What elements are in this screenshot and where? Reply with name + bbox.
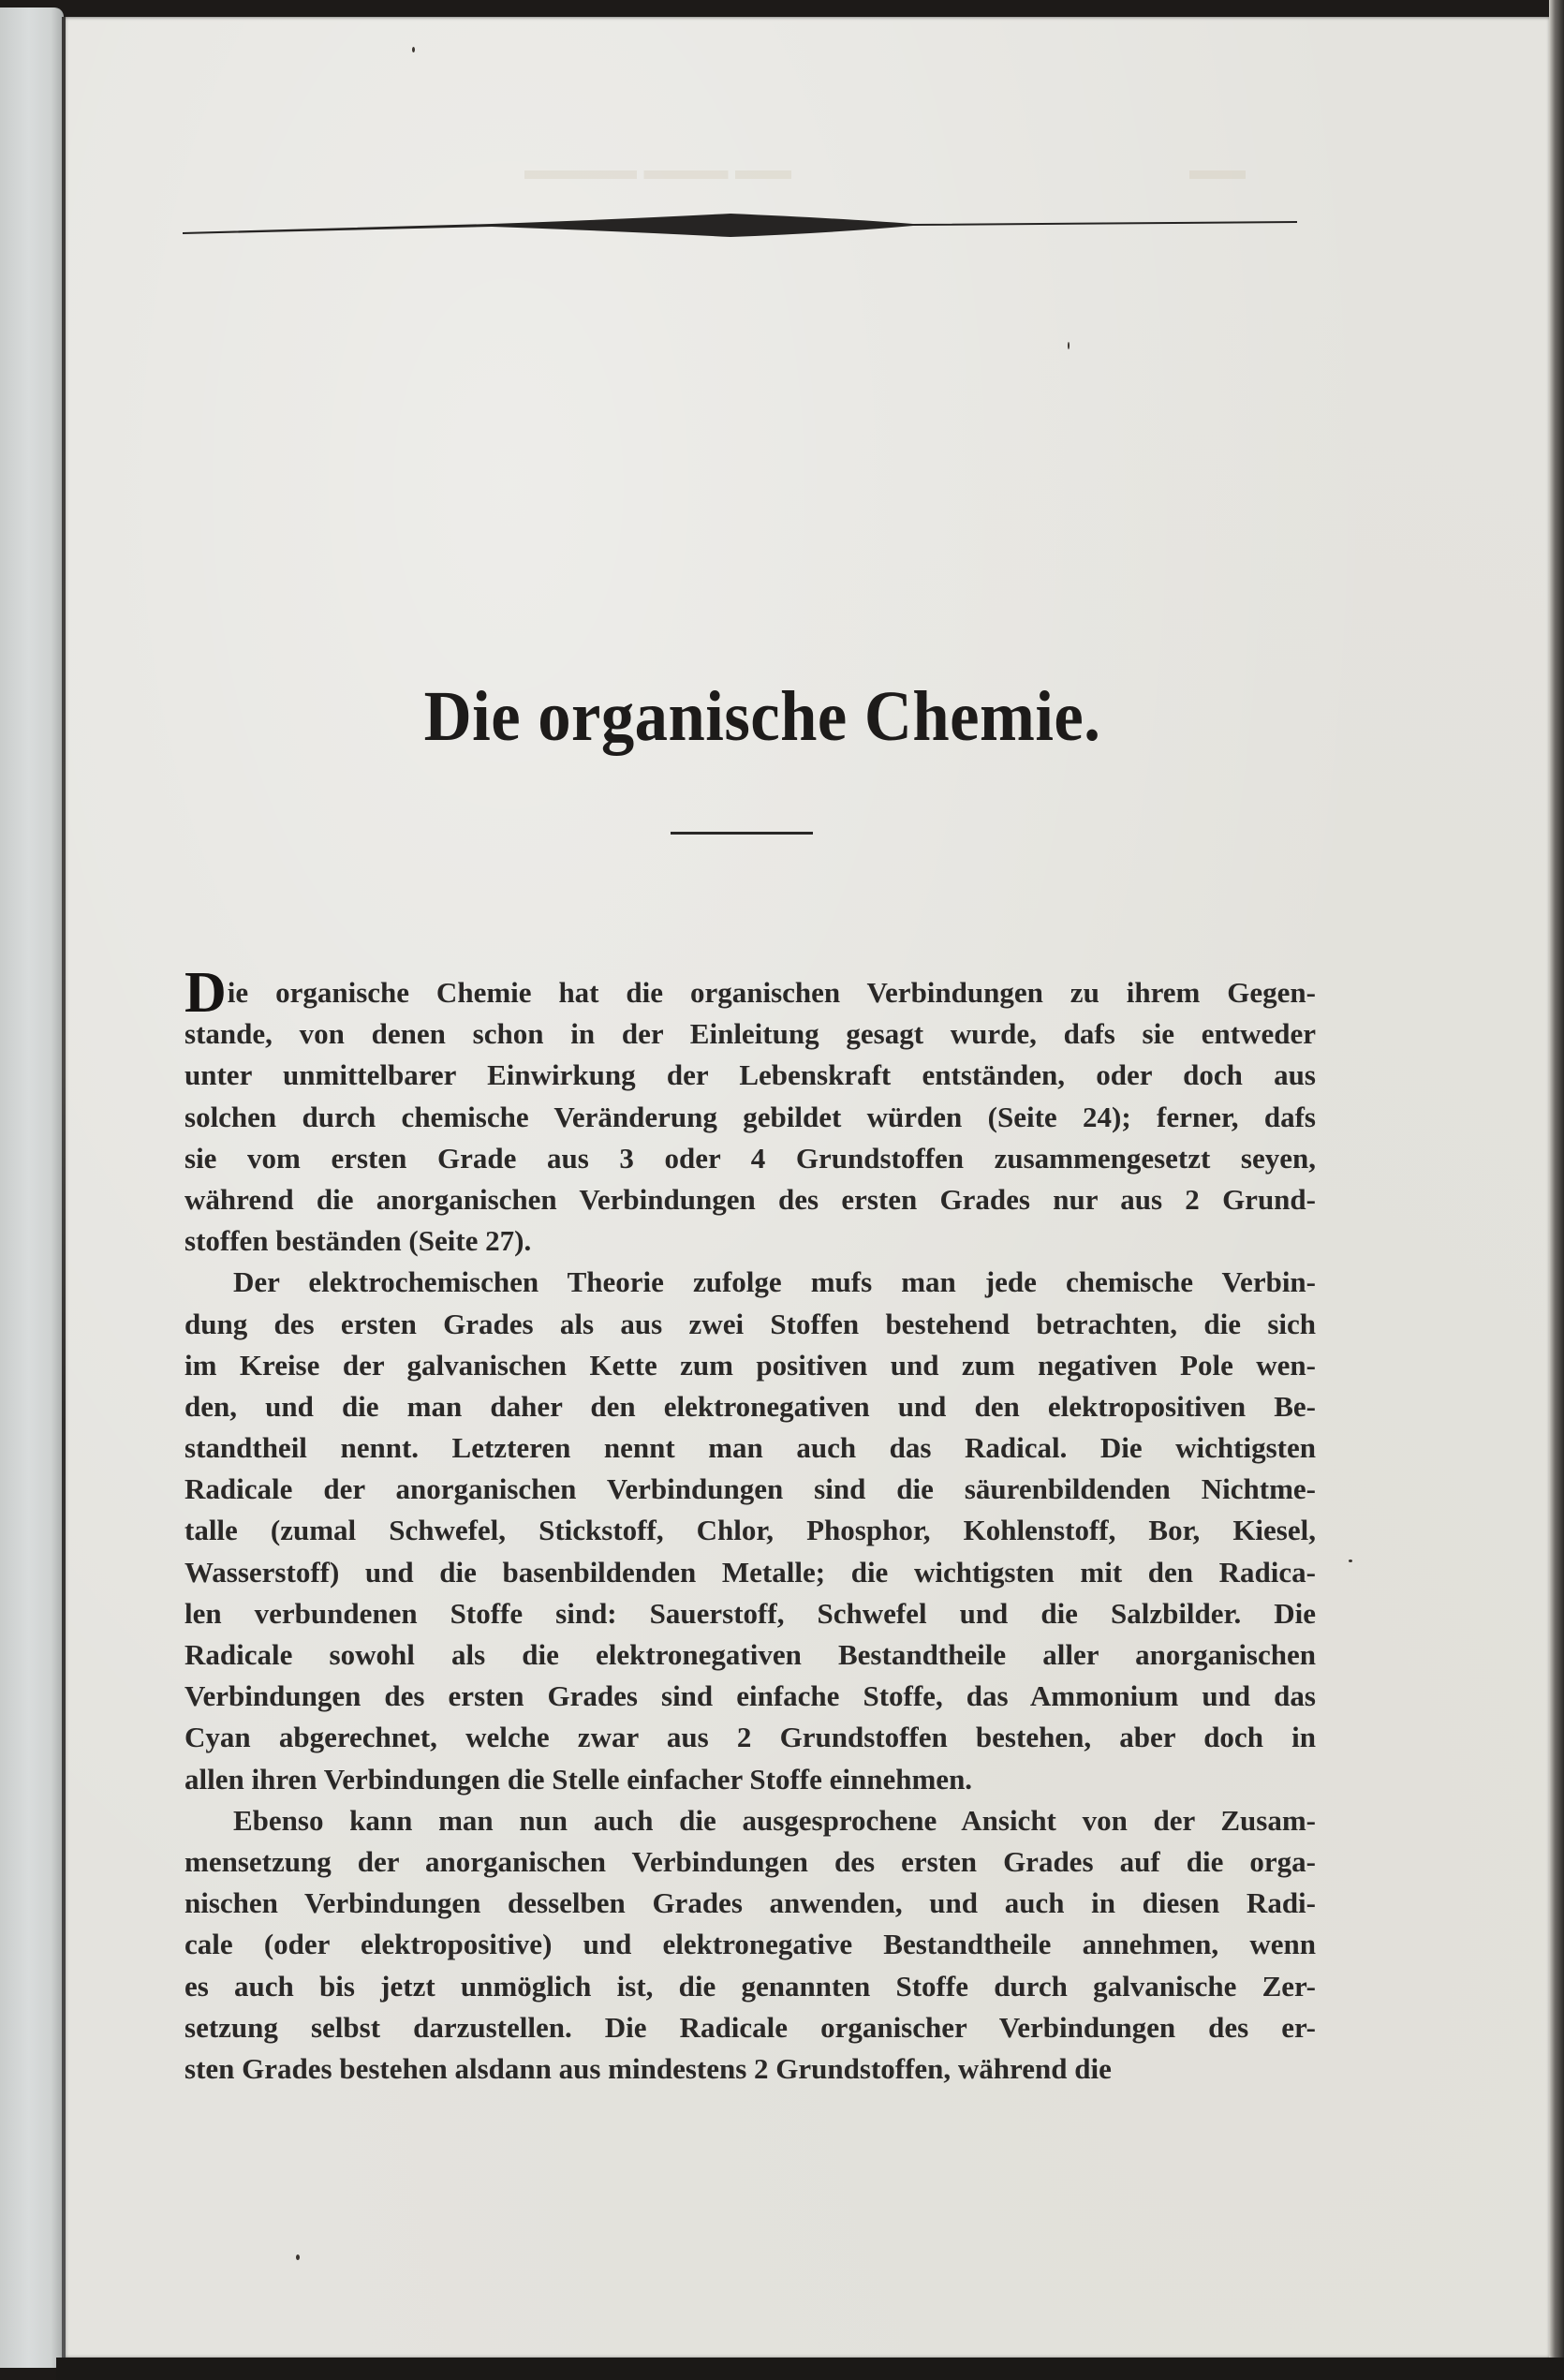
drop-cap: D [184,961,227,1026]
line-text: mensetzung der anorganischen Verbindungen des ersten Grades auf die orga- [184,1844,1316,1878]
paper-speck [296,2254,300,2260]
line-text: im Kreise der galvanischen Kette zum positiven und zum negativen Pole wen- [184,1348,1316,1382]
text-line [184,1386,1316,1427]
text-line [184,1469,1316,1510]
text-line [184,1966,1316,2007]
text-line [184,961,1316,1026]
paper-speck [412,47,415,52]
text-line [184,1179,1316,1220]
show-through-page-number: ▬▬ [1189,155,1246,185]
line-text: Cyan abgerechnet, welche zwar aus 2 Grundstoffen bestehen, aber doch in [184,1721,1316,1754]
text-line [184,1552,1316,1593]
body-text [184,961,1316,2090]
line-text: solchen durch chemische Veränderung gebildet würden (Seite 24); ferner, dafs [184,1100,1316,1133]
line-text: talle (zumal Schwefel, Stickstoff, Chlor, Phosphor, Kohlenstoff, Bor, Kiesel, [184,1514,1316,1547]
right-page-edge [1549,0,1564,2380]
text-line [184,1345,1316,1386]
paper-speck [1068,342,1070,349]
page-gutter-shadow [62,17,66,2358]
text-line [184,1634,1316,1676]
line-text: es auch bis jetzt unmöglich ist, die genannten Stoffe durch galvanische Zer- [184,1969,1316,2003]
text-line [184,1717,1316,1758]
line-text: standtheil nennt. Letzteren nennt man auch das Radical. Die wichtigsten [184,1431,1316,1465]
line-text: stande, von denen schon in der Einleitung gesagt wurde, dafs sie entweder [184,1017,1316,1051]
text-line [184,1220,1316,1262]
text-line [184,1841,1316,1883]
chapter-heading-block [184,0,1316,843]
text-line [184,2048,1316,2090]
text-line [184,1304,1316,1345]
line-text: Verbindungen des ersten Grades sind einfache Stoffe, das Ammonium und das [184,1679,1316,1713]
text-line [184,1510,1316,1551]
line-text: Radicale sowohl als die elektronegativen Bestandtheile aller anorganischen [184,1638,1316,1671]
text-line [184,1013,1316,1055]
paragraph-3 [184,1800,1316,2090]
text-line [184,1138,1316,1179]
chapter-title: Die organische Chemie. [423,677,1101,756]
line-text: während die anorganischen Verbindungen des ersten Grades nur aus 2 Grund- [184,1182,1316,1216]
line-text: Der elektrochemischen Theorie zufolge mufs man jede chemische Verbin- [233,1265,1316,1299]
paper-speck [1349,1560,1352,1562]
line-text: Wasserstoff) und die basenbildenden Metalle; die wichtigsten mit den Radica- [184,1555,1316,1589]
text-line [184,1427,1316,1469]
text-line [184,1055,1316,1096]
text-line [184,1759,1316,1800]
line-text: allen ihren Verbindungen die Stelle einfacher Stoffe einnehmen. [184,1762,973,1796]
line-text: Ebenso kann man nun auch die ausgesprochene Ansicht von der Zusam- [233,1803,1316,1837]
scan-background-bottom [56,2358,1564,2380]
paragraph-1 [184,961,1316,1262]
line-text: den, und die man daher den elektronegativen und den elektropositiven Be- [184,1389,1316,1423]
text-line [184,1676,1316,1717]
line-text: unter unmittelbarer Einwirkung der Lebenskraft entständen, oder doch aus [184,1058,1316,1092]
text-line [184,1800,1316,1841]
title-underline-rule [671,832,813,835]
text-line [184,1924,1316,1965]
text-line [184,1262,1316,1303]
line-text: ie organische Chemie hat die organischen Verbindungen zu ihrem Gegen- [227,976,1316,1009]
line-text: setzung selbst darzustellen. Die Radicale organischer Verbindungen des er- [184,2010,1316,2044]
line-text: nischen Verbindungen desselben Grades anwenden, und auch in diesen Radi- [184,1886,1316,1920]
paragraph-2 [184,1262,1316,1799]
text-line [184,1593,1316,1634]
line-text: sten Grades bestehen alsdann aus mindestens 2 Grundstoffen, während die [184,2051,1112,2085]
line-text: len verbundenen Stoffe sind: Sauerstoff, Schwefel und die Salzbilder. Die [184,1596,1316,1630]
line-text: cale (oder elektropositive) und elektronegative Bestandtheile annehmen, wenn [184,1928,1316,1961]
line-text: stoffen beständen (Seite 27). [184,1224,532,1258]
text-line [184,1097,1316,1138]
line-text: dung des ersten Grades als aus zwei Stoffen bestehend betrachten, die sich [184,1307,1316,1340]
text-line [184,2007,1316,2048]
line-text: Radicale der anorganischen Verbindungen sind die säurenbildenden Nichtme- [184,1472,1316,1506]
line-text: sie vom ersten Grade aus 3 oder 4 Grundstoffen zusammengesetzt seyen, [184,1141,1316,1175]
text-line [184,1883,1316,1924]
show-through-header: ▬▬ ▬▬▬ ▬▬▬▬ [524,155,791,185]
facing-page-edge [0,7,64,2368]
